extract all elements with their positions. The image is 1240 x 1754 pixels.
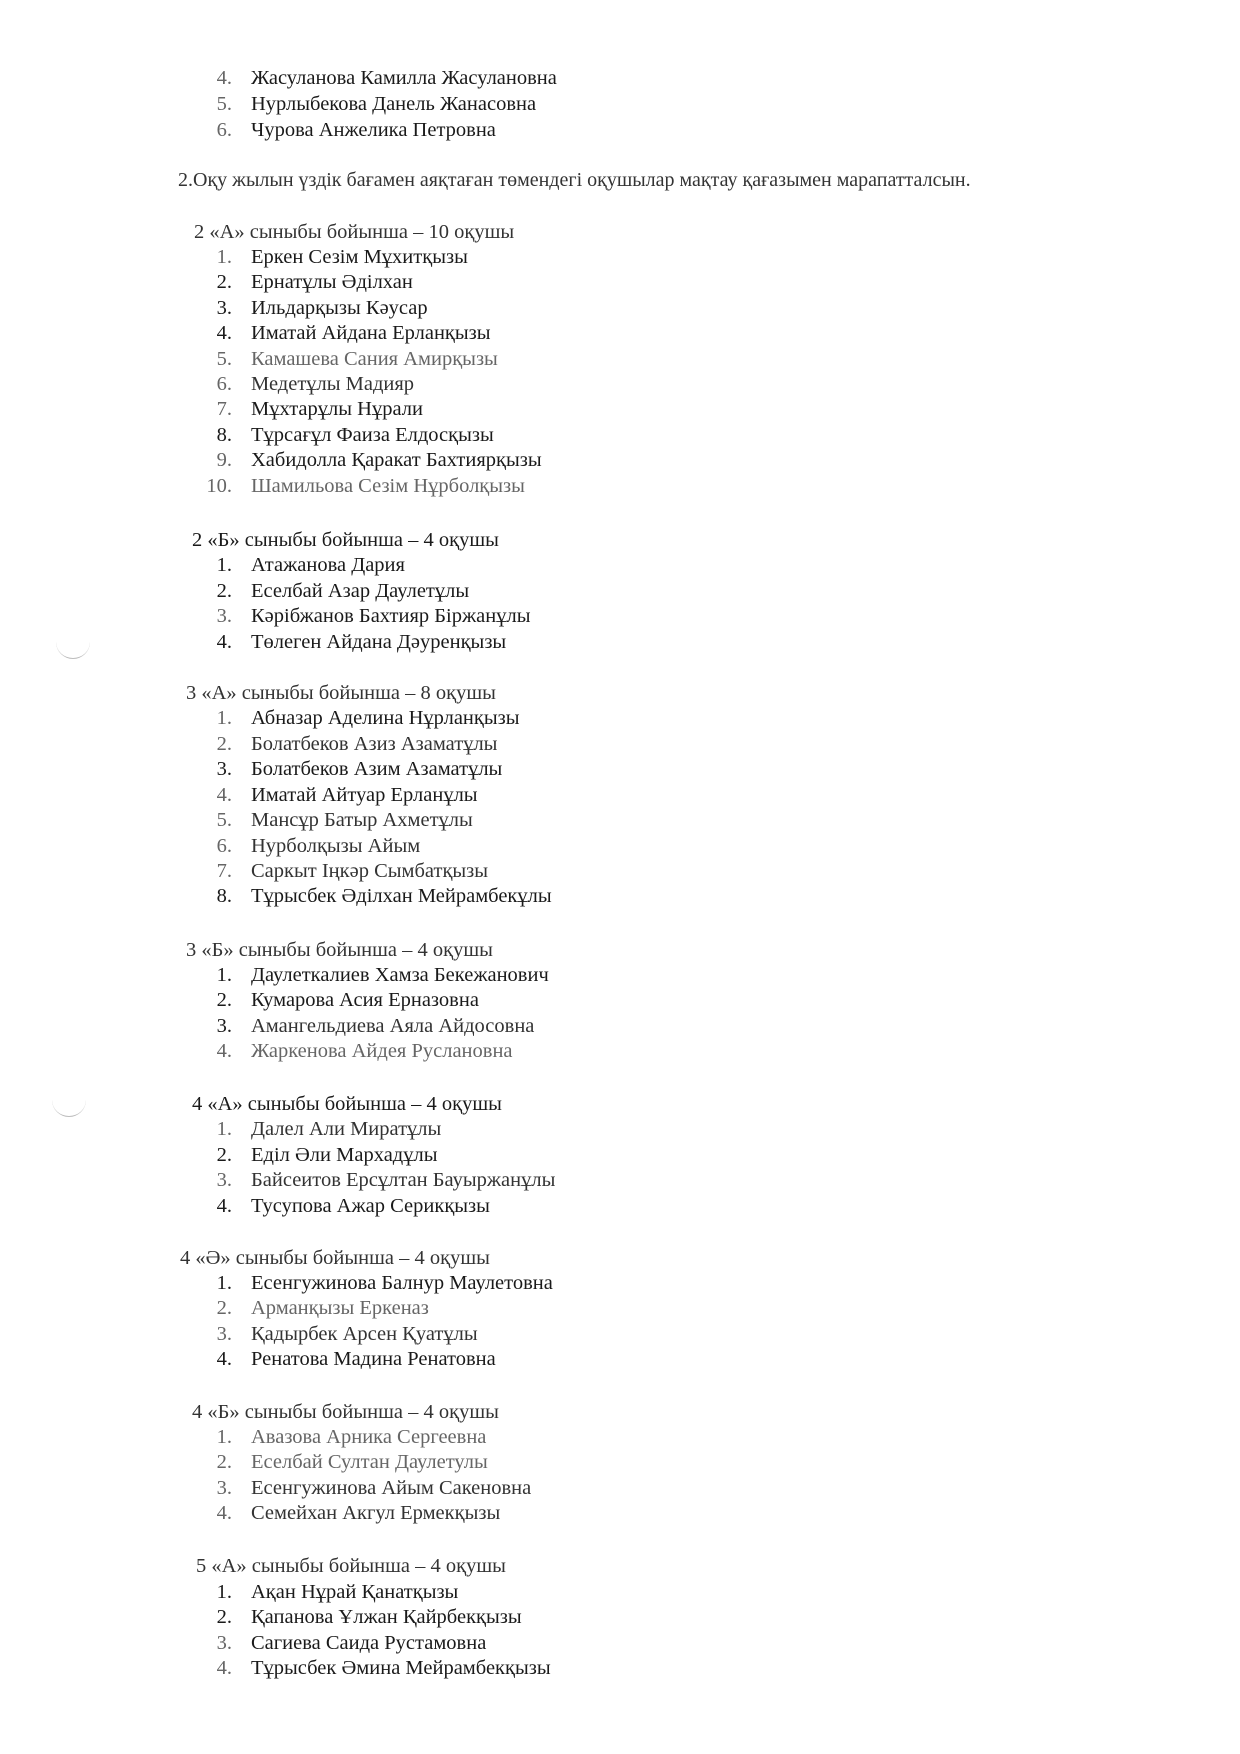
list-item-name: Иматай Айдана Ерланқызы <box>251 322 491 344</box>
list-item-name: Тусупова Ажар Серикқызы <box>251 1195 490 1217</box>
binder-mark-top <box>56 640 90 659</box>
list-item-number: 6. <box>216 835 232 857</box>
list-item-name: Тұрысбек Әділхан Мейрамбекұлы <box>251 885 552 907</box>
list-item-number: 3. <box>216 1015 232 1037</box>
list-item-number: 3. <box>216 758 232 780</box>
list-item-number: 1. <box>216 1581 232 1603</box>
list-item-name: Атажанова Дария <box>251 554 405 576</box>
list-item-number: 8. <box>216 424 232 446</box>
list-item-name: Жасуланова Камилла Жасулановна <box>251 67 557 89</box>
list-item-name: Ильдарқызы Кәусар <box>251 297 428 319</box>
list-item-name: Семейхан Акгул Ермекқызы <box>251 1502 501 1524</box>
list-item-number: 3. <box>216 1477 232 1499</box>
list-item-number: 4. <box>216 67 232 89</box>
list-item-name: Чурова Анжелика Петровна <box>251 119 496 141</box>
list-item-number: 3. <box>216 605 232 627</box>
list-item-number: 1. <box>216 554 232 576</box>
list-item-name: Ақан Нұрай Қанатқызы <box>251 1581 459 1603</box>
list-item-number: 3. <box>216 1169 232 1191</box>
list-item-name: Тұрсағұл Фаиза Елдосқызы <box>251 424 494 446</box>
list-item-name: Болатбеков Азиз Азаматұлы <box>251 733 498 755</box>
list-item-name: Еселбай Султан Даулетулы <box>251 1451 488 1473</box>
list-item-number: 1. <box>216 1426 232 1448</box>
list-item-number: 6. <box>216 373 232 395</box>
list-item-name: Ернатұлы Әділхан <box>251 271 413 293</box>
list-item-number: 1. <box>216 707 232 729</box>
list-item-name: Еділ Әли Мархадұлы <box>251 1144 438 1166</box>
list-item-name: Медетұлы Мадияр <box>251 373 415 395</box>
group-title: 4 «А» сыныбы бойынша – 4 оқушы <box>192 1093 502 1115</box>
list-item-number: 3. <box>216 1323 232 1345</box>
list-item-number: 2. <box>216 1451 232 1473</box>
list-item-name: Далел Али Миратұлы <box>251 1118 442 1140</box>
list-item-number: 2. <box>216 580 232 602</box>
list-item-number: 2. <box>216 271 232 293</box>
list-item-number: 1. <box>216 964 232 986</box>
list-item-name: Болатбеков Азим Азаматұлы <box>251 758 503 780</box>
list-item-number: 4. <box>216 631 232 653</box>
list-item-name: Ренатова Мадина Ренатовна <box>251 1348 496 1370</box>
list-item-name: Байсеитов Ерсұлтан Бауыржанұлы <box>251 1169 556 1191</box>
list-item-name: Авазова Арника Сергеевна <box>251 1426 487 1448</box>
list-item-number: 4. <box>216 1348 232 1370</box>
list-item-name: Есенгужинова Айым Сакеновна <box>251 1477 532 1499</box>
list-item-name: Тұрысбек Әмина Мейрамбекқызы <box>251 1657 551 1679</box>
list-item-name: Кумарова Асия Ерназовна <box>251 989 479 1011</box>
list-item-number: 1. <box>216 1272 232 1294</box>
group-title: 3 «А» сыныбы бойынша – 8 оқушы <box>186 682 496 704</box>
list-item-number: 8. <box>216 885 232 907</box>
list-item-number: 3. <box>216 297 232 319</box>
list-item-number: 9. <box>216 449 232 471</box>
list-item-name: Камашева Сания Амирқызы <box>251 348 498 370</box>
list-item-number: 4. <box>216 1195 232 1217</box>
list-item-number: 6. <box>216 119 232 141</box>
list-item-name: Мансұр Батыр Ахметұлы <box>251 809 473 831</box>
resolution-paragraph: 2.Оқу жылын үздік бағамен аяқтаған төмендегі оқушылар мақтау қағазымен марапатталсын. <box>178 169 971 191</box>
list-item-name: Нурболқызы Айым <box>251 835 421 857</box>
list-item-name: Кәрібжанов Бахтияр Біржанұлы <box>251 605 531 627</box>
list-item-name: Мұхтарұлы Нұрали <box>251 398 423 420</box>
list-item-number: 2. <box>216 989 232 1011</box>
list-item-number: 2. <box>216 1144 232 1166</box>
list-item-number: 7. <box>216 398 232 420</box>
list-item-number: 5. <box>216 348 232 370</box>
group-title: 2 «Б» сыныбы бойынша – 4 оқушы <box>192 529 499 551</box>
list-item-name: Еселбай Азар Даулетұлы <box>251 580 470 602</box>
list-item-name: Саркыт Іңкәр Сымбатқызы <box>251 860 489 882</box>
list-item-name: Нурлыбекова Данель Жанасовна <box>251 93 537 115</box>
list-item-number: 4. <box>216 1502 232 1524</box>
group-title: 4 «Б» сыныбы бойынша – 4 оқушы <box>192 1401 499 1423</box>
list-item-number: 1. <box>216 246 232 268</box>
group-title: 3 «Б» сыныбы бойынша – 4 оқушы <box>186 939 493 961</box>
list-item-number: 2. <box>216 733 232 755</box>
list-item-name: Даулеткалиев Хамза Бекежанович <box>251 964 549 986</box>
list-item-name: Есенгужинова Балнур Маулетовна <box>251 1272 553 1294</box>
list-item-number: 4. <box>216 1657 232 1679</box>
list-item-number: 2. <box>216 1297 232 1319</box>
list-item-number: 1. <box>216 1118 232 1140</box>
list-item-name: Қадырбек Арсен Қуатұлы <box>251 1323 478 1345</box>
list-item-name: Амангельдиева Аяла Айдосовна <box>251 1015 535 1037</box>
list-item-number: 4. <box>216 784 232 806</box>
list-item-name: Сагиева Саида Рустамовна <box>251 1632 487 1654</box>
list-item-name: Төлеген Айдана Дәуренқызы <box>251 631 507 653</box>
list-item-name: Иматай Айтуар Ерланұлы <box>251 784 478 806</box>
list-item-number: 7. <box>216 860 232 882</box>
binder-mark-bottom <box>52 1098 86 1117</box>
list-item-name: Қапанова Ұлжан Қайрбекқызы <box>251 1606 522 1628</box>
list-item-name: Еркен Сезім Мұхитқызы <box>251 246 468 268</box>
group-title: 5 «А» сыныбы бойынша – 4 оқушы <box>196 1555 506 1577</box>
group-title: 2 «А» сыныбы бойынша – 10 оқушы <box>194 221 515 243</box>
list-item-name: Абназар Аделина Нұрланқызы <box>251 707 520 729</box>
list-item-number: 2. <box>216 1606 232 1628</box>
group-title: 4 «Ә» сыныбы бойынша – 4 оқушы <box>180 1247 490 1269</box>
list-item-name: Жаркенова Айдея Руслановна <box>251 1040 513 1062</box>
list-item-number: 4. <box>216 322 232 344</box>
list-item-name: Арманқызы Еркеназ <box>251 1297 429 1319</box>
list-item-name: Шамильова Сезім Нұрболқызы <box>251 475 525 497</box>
list-item-number: 3. <box>216 1632 232 1654</box>
list-item-number: 4. <box>216 1040 232 1062</box>
list-item-name: Хабидолла Қаракат Бахтиярқызы <box>251 449 542 471</box>
list-item-number: 10. <box>206 475 232 497</box>
list-item-number: 5. <box>216 93 232 115</box>
list-item-number: 5. <box>216 809 232 831</box>
